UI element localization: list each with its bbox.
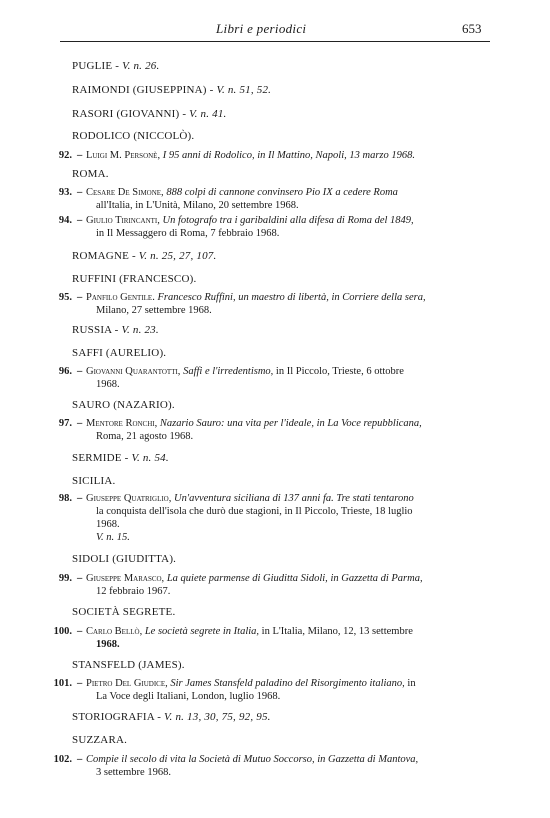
- entry-number: 102.: [53, 754, 72, 765]
- entry-continuation: in Il Messaggero di Roma, 7 febbraio 1968.: [96, 228, 280, 239]
- entry-number: 99.: [58, 573, 72, 584]
- entry-number: 94.: [58, 215, 72, 226]
- entry-title: Francesco Ruffini, un maestro di libertà,: [157, 292, 329, 303]
- entry-number: 100.: [53, 626, 72, 637]
- subject-heading: ROMA.: [72, 168, 109, 180]
- entry-title: Sir James Stansfeld paladino del Risorgimento italiano,: [170, 678, 405, 689]
- entry-author: Giuseppe Marasco,: [86, 573, 165, 584]
- subject-heading: SOCIETÀ SEGRETE.: [72, 606, 176, 618]
- entry-continuation: Milano, 27 settembre 1968.: [96, 305, 212, 316]
- entry-continuation: 1968.: [96, 519, 120, 530]
- entry-title: Un fotografo tra i garibaldini alla difesa di Roma del 1849,: [162, 215, 414, 226]
- entry-author: Mentore Ronchi,: [86, 418, 158, 429]
- entry-continuation: 1968.: [96, 639, 120, 650]
- entry-author: Giovanni Quarantotti,: [86, 366, 181, 377]
- entry-author: Pietro Del Giudice,: [86, 678, 168, 689]
- subject-heading: SUZZARA.: [72, 734, 128, 746]
- entry-author: Cesare De Simone,: [86, 187, 164, 198]
- bibliography-list: PUGLIE - V. n. 26. RAIMONDI (GIUSEPPINA) - V. n. 51, 52. RASORI (GIOVANNI) - V. n. 41. RODOLICO (NICCOLÒ). 92. – Luigi M. Personè, I 95 anni di Rodolico, in Il Mattino, Napoli, 13 marzo 1968. ROMA. 93. – Cesare De Simone, 888 colpi di cannone convinsero Pio IX a cedere Roma all'Italia, in L'Unità, Milano, 20 settembre 1968. 94. – Giulio Tirincanti, Un fotografo tra i garibaldini alla difesa di Roma del 1849, in Il Messaggero di Roma, 7 febbraio 1968. ROMAGNE - V. n. 25, 27, 107. RUFFINI (FRANCESCO). 95. – Panfilo Gentile. Francesco Ruffini, un maestro di libertà, in Corriere della sera, Milano, 27 settembre 1968. RUSSIA - V. n. 23. SAFFI (AURELIO). 96. – Giovanni Quarantotti, Saffi e l'irredentismo, in Il Piccolo, Trieste, 6 ottobre 1968. SAURO (NAZARIO). 97. – Mentore Ronchi, Nazario Sauro: una vita per l'ideale, in La Voce repubblicana, Roma, 21 agosto 1968. SERMIDE - V. n. 54. SICILIA. 98. – Giuseppe Quatriglio, Un'avventura siciliana di 137 anni fa. Tre stati tentarono la conquista dell'isola che durò due stagioni, in Il Piccolo, Trieste, 18 luglio 1968. V. n. 15. SIDOLI (GIUDITTA). 99. – Giuseppe Marasco, La quiete parmense di Giuditta Sidoli, in Gazzetta di Parma, 12 febbraio 1967. SOCIETÀ SEGRETE. 100. – Carlo Bellò, Le società segrete in Italia, in L'Italia, Milano, 12, 13 settembre 1968. STANSFELD (JAMES). 101. – Pietro Del Giudice, Sir James Stansfeld paladino del Risorgimento italiano, in La Voce degli Italiani, London, luglio 1968. STORIOGRAFIA - V. n. 13, 30, 75, 92, 95. SUZZARA. 102. – Compie il secolo di vita la Società di Mutuo Soccorso, in Gazzetta di Mantova, 3 settembre 1968.: [0, 0, 550, 818]
- entry-number: 101.: [53, 678, 72, 689]
- subject-heading: ROMAGNE - V. n. 25, 27, 107.: [72, 250, 217, 262]
- subject-heading: RASORI (GIOVANNI) - V. n. 41.: [72, 108, 227, 120]
- entry-title: Saffi e l'irredentismo,: [183, 366, 274, 377]
- entry-author: Carlo Bellò,: [86, 626, 143, 637]
- running-title: Libri e periodici: [216, 21, 307, 36]
- entry-source: in L'Italia, Milano, 12, 13 settembre: [261, 626, 413, 637]
- subject-heading: SICILIA.: [72, 475, 116, 487]
- entry-source: in Gazzetta di Parma,: [330, 573, 423, 584]
- subject-heading: RUSSIA - V. n. 23.: [72, 324, 159, 336]
- subject-heading: RAIMONDI (GIUSEPPINA) - V. n. 51, 52.: [72, 84, 272, 96]
- entry-source: in: [407, 678, 416, 689]
- entry-number: 98.: [58, 493, 72, 504]
- subject-heading: SIDOLI (GIUDITTA).: [72, 553, 177, 565]
- entry-title: La quiete parmense di Giuditta Sidoli,: [166, 573, 328, 584]
- entry-title: Compie il secolo di vita la Società di Mutuo Soccorso,: [86, 754, 315, 765]
- entry-author: Giuseppe Quatriglio,: [86, 493, 172, 504]
- subject-heading: RUFFINI (FRANCESCO).: [72, 273, 197, 285]
- entry-number: 92.: [58, 150, 72, 161]
- entry-continuation: 1968.: [96, 379, 120, 390]
- entry-number: 96.: [58, 366, 72, 377]
- entry-author: Giulio Tirincanti,: [86, 215, 160, 226]
- subject-heading: SAURO (NAZARIO).: [72, 399, 175, 411]
- subject-heading: SAFFI (AURELIO).: [72, 347, 167, 359]
- entry-continuation: 3 settembre 1968.: [96, 767, 171, 778]
- subject-heading: SERMIDE - V. n. 54.: [72, 452, 169, 464]
- entry-source: in La Voce repubblicana,: [316, 418, 422, 429]
- entry-continuation: 12 febbraio 1967.: [96, 586, 171, 597]
- entry-title: 888 colpi di cannone convinsero Pio IX a cedere Roma: [166, 187, 398, 198]
- entry-source: in Il Mattino, Napoli, 13 marzo 1968.: [257, 150, 416, 161]
- cross-reference: V. n. 15.: [96, 532, 130, 543]
- subject-heading: STORIOGRAFIA - V. n. 13, 30, 75, 92, 95.: [72, 711, 271, 723]
- entry-title: Le società segrete in Italia,: [144, 626, 260, 637]
- entry-number: 97.: [58, 418, 72, 429]
- entry-continuation: La Voce degli Italiani, London, luglio 1968.: [96, 691, 281, 702]
- entry-title: I 95 anni di Rodolico,: [162, 150, 255, 161]
- entry-title: Nazario Sauro: una vita per l'ideale,: [159, 418, 314, 429]
- subject-heading: PUGLIE - V. n. 26.: [72, 60, 160, 72]
- entry-source: in Corriere della sera,: [331, 292, 426, 303]
- entry-source: in Il Piccolo, Trieste, 6 ottobre: [275, 366, 404, 377]
- page-number: 653: [462, 21, 482, 36]
- entry-continuation: la conquista dell'isola che durò due stagioni, in Il Piccolo, Trieste, 18 luglio: [96, 506, 413, 517]
- subject-heading: STANSFELD (JAMES).: [72, 659, 185, 671]
- subject-heading: RODOLICO (NICCOLÒ).: [72, 130, 195, 142]
- entry-number: 95.: [58, 292, 72, 303]
- entry-source: in Gazzetta di Mantova,: [317, 754, 419, 765]
- entry-continuation: all'Italia, in L'Unità, Milano, 20 settembre 1968.: [96, 200, 299, 211]
- entry-author: Luigi M. Personè,: [86, 150, 161, 161]
- entry-number: 93.: [58, 187, 72, 198]
- entry-title: Un'avventura siciliana di 137 anni fa. Tre stati tentarono: [174, 493, 414, 504]
- entry-author: Panfilo Gentile.: [86, 292, 155, 303]
- entry-continuation: Roma, 21 agosto 1968.: [96, 431, 194, 442]
